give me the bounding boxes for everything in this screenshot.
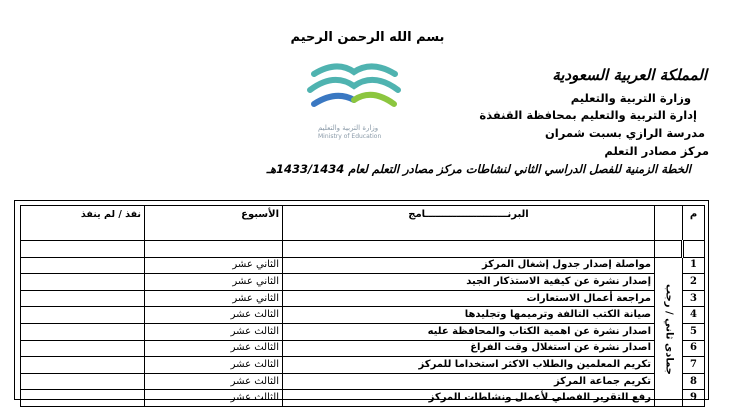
row-number: 7 bbox=[683, 357, 705, 374]
kingdom-title: المملكة العربية السعودية bbox=[552, 66, 707, 84]
program-cell: تكريم جماعة المركز bbox=[283, 373, 655, 390]
row-number: 3 bbox=[683, 290, 705, 307]
program-cell: مواصلة إصدار جدول إشغال المركز bbox=[283, 257, 655, 274]
table-row bbox=[21, 257, 705, 274]
done-cell bbox=[21, 357, 145, 374]
row-number: 2 bbox=[683, 274, 705, 291]
program-cell: اصدار نشرة عن اهمية الكتاب والمحافظة عليه bbox=[283, 323, 655, 340]
semester-label: جمادى ثاني / رجب bbox=[663, 283, 675, 375]
done-cell bbox=[21, 373, 145, 390]
header-separator bbox=[21, 241, 705, 258]
week-cell: الثاني عشر bbox=[145, 274, 283, 291]
semester-cell bbox=[655, 257, 683, 406]
week-cell: الثالث عشر bbox=[145, 373, 283, 390]
week-cell: الثالث عشر bbox=[145, 307, 283, 324]
program-cell: إصدار نشرة عن كيفية الاستذكار الجيد bbox=[283, 274, 655, 291]
done-cell bbox=[21, 257, 145, 274]
program-cell: مراجعة أعمال الاستعارات bbox=[283, 290, 655, 307]
table-row bbox=[21, 373, 705, 390]
week-cell: الثالث عشر bbox=[145, 323, 283, 340]
table-row bbox=[21, 390, 705, 407]
row-number: 6 bbox=[683, 340, 705, 357]
week-cell: الثالث عشر bbox=[145, 357, 283, 374]
table-row bbox=[21, 274, 705, 291]
table-row bbox=[21, 357, 705, 374]
week-cell: الثاني عشر bbox=[145, 257, 283, 274]
plan-title: الخطة الزمنية للفصل الدراسي الثاني لنشاطات مركز مصادر التعلم لعام 1433/1434هـ bbox=[266, 162, 691, 176]
row-number: 5 bbox=[683, 323, 705, 340]
center-name: مركز مصادر التعلم bbox=[604, 144, 709, 158]
logo-arabic-text: وزارة التربية والتعليم bbox=[318, 124, 379, 132]
table-header-row bbox=[21, 206, 705, 241]
row-number: 8 bbox=[683, 373, 705, 390]
row-number: 4 bbox=[683, 307, 705, 324]
done-cell bbox=[21, 290, 145, 307]
directorate-name: إدارة التربية والتعليم بمحافظة القنفذة bbox=[479, 108, 697, 122]
row-number: 9 bbox=[683, 390, 705, 407]
program-cell: اصدار نشرة عن استغلال وقت الفراغ bbox=[283, 340, 655, 357]
table-row bbox=[21, 290, 705, 307]
program-cell: صيانة الكتب التالفة وترميمها وتجليدها bbox=[283, 307, 655, 324]
col-header-semester bbox=[655, 206, 683, 241]
col-header-week: الأسبوع bbox=[145, 206, 283, 241]
col-header-program: البرنــــــــــــــــــــــــامج bbox=[283, 206, 655, 241]
week-cell: الثالث عشر bbox=[145, 390, 283, 407]
school-name: مدرسة الرازي بسبت شمران bbox=[544, 126, 705, 140]
done-cell bbox=[21, 323, 145, 340]
done-cell bbox=[21, 340, 145, 357]
basmala: بسم الله الرحمن الرحيم bbox=[290, 30, 445, 45]
week-cell: الثالث عشر bbox=[145, 340, 283, 357]
ministry-name: وزارة التربية والتعليم bbox=[570, 91, 691, 105]
done-cell bbox=[21, 390, 145, 407]
logo-english-text: Ministry of Education bbox=[318, 133, 382, 140]
table-row bbox=[21, 340, 705, 357]
table-row bbox=[21, 323, 705, 340]
row-number: 1 bbox=[683, 257, 705, 274]
week-cell: الثاني عشر bbox=[145, 290, 283, 307]
program-cell: رفع التقرير الفصلي لأعمال ونشاطات المركز bbox=[283, 390, 655, 407]
col-header-num: م bbox=[683, 206, 705, 241]
done-cell bbox=[21, 274, 145, 291]
program-cell: تكريم المعلمين والطلاب الاكثر استخداما للمركز bbox=[283, 357, 655, 374]
col-header-done: نفذ / لم ينفذ bbox=[21, 206, 145, 241]
plan-table bbox=[20, 205, 705, 407]
table-row bbox=[21, 307, 705, 324]
done-cell bbox=[21, 307, 145, 324]
